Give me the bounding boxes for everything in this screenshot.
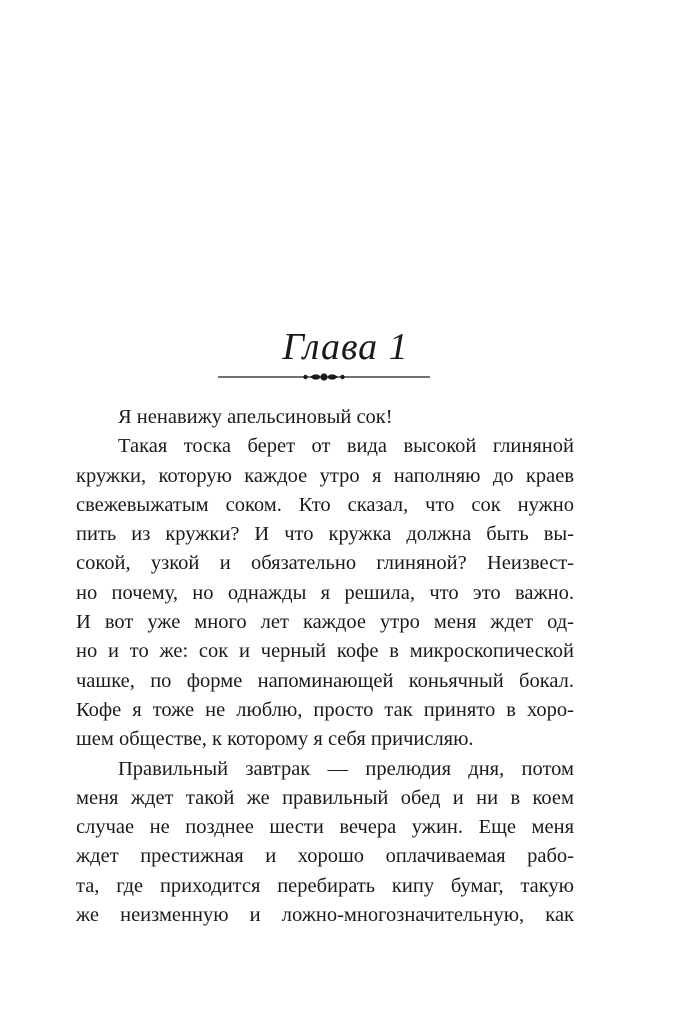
body-line: Правильный завтрак — прелюдия дня, потом bbox=[118, 757, 574, 780]
body-line: свежевыжатым соком. Кто сказал, что сок нужно bbox=[76, 493, 574, 516]
body-line: меня ждет такой же правильный обед и ни в коем bbox=[76, 786, 574, 809]
body-line: Такая тоска берет от вида высокой глиняной bbox=[118, 435, 574, 458]
body-line: шем обществе, к которому я себя причисляю. bbox=[76, 728, 474, 751]
body-line: Кофе я тоже не люблю, просто так принято в хоро- bbox=[76, 698, 574, 721]
body-line: чашке, по форме напоминающей коньячный бокал. bbox=[76, 669, 574, 692]
chapter-body bbox=[76, 403, 574, 930]
body-line: Я ненавижу апельсиновый сок! bbox=[118, 406, 393, 428]
body-line: пить из кружки? И что кружка должна быть вы- bbox=[76, 523, 574, 546]
body-line: случае не позднее шести вечера ужин. Еще меня bbox=[76, 816, 574, 839]
ornament-divider-icon bbox=[218, 369, 430, 385]
body-line: ждет престижная и хорошо оплачиваемая рабо- bbox=[76, 845, 574, 868]
body-line: та, где приходится перебирать кипу бумаг, такую bbox=[76, 874, 574, 897]
chapter-title: Глава 1 bbox=[282, 326, 409, 368]
body-line: же неизменную и ложно-многозначительную, как bbox=[76, 904, 574, 927]
body-line: И вот уже много лет каждое утро меня ждет од- bbox=[76, 611, 574, 634]
body-line: кружки, которую каждое утро я наполняю до краев bbox=[76, 464, 574, 487]
body-line: сокой, узкой и обязательно глиняной? Неизвест- bbox=[76, 552, 574, 575]
body-line: но почему, но однажды я решила, что это важно. bbox=[76, 581, 574, 604]
body-line: но и то же: сок и черный кофе в микроскопической bbox=[76, 640, 574, 663]
